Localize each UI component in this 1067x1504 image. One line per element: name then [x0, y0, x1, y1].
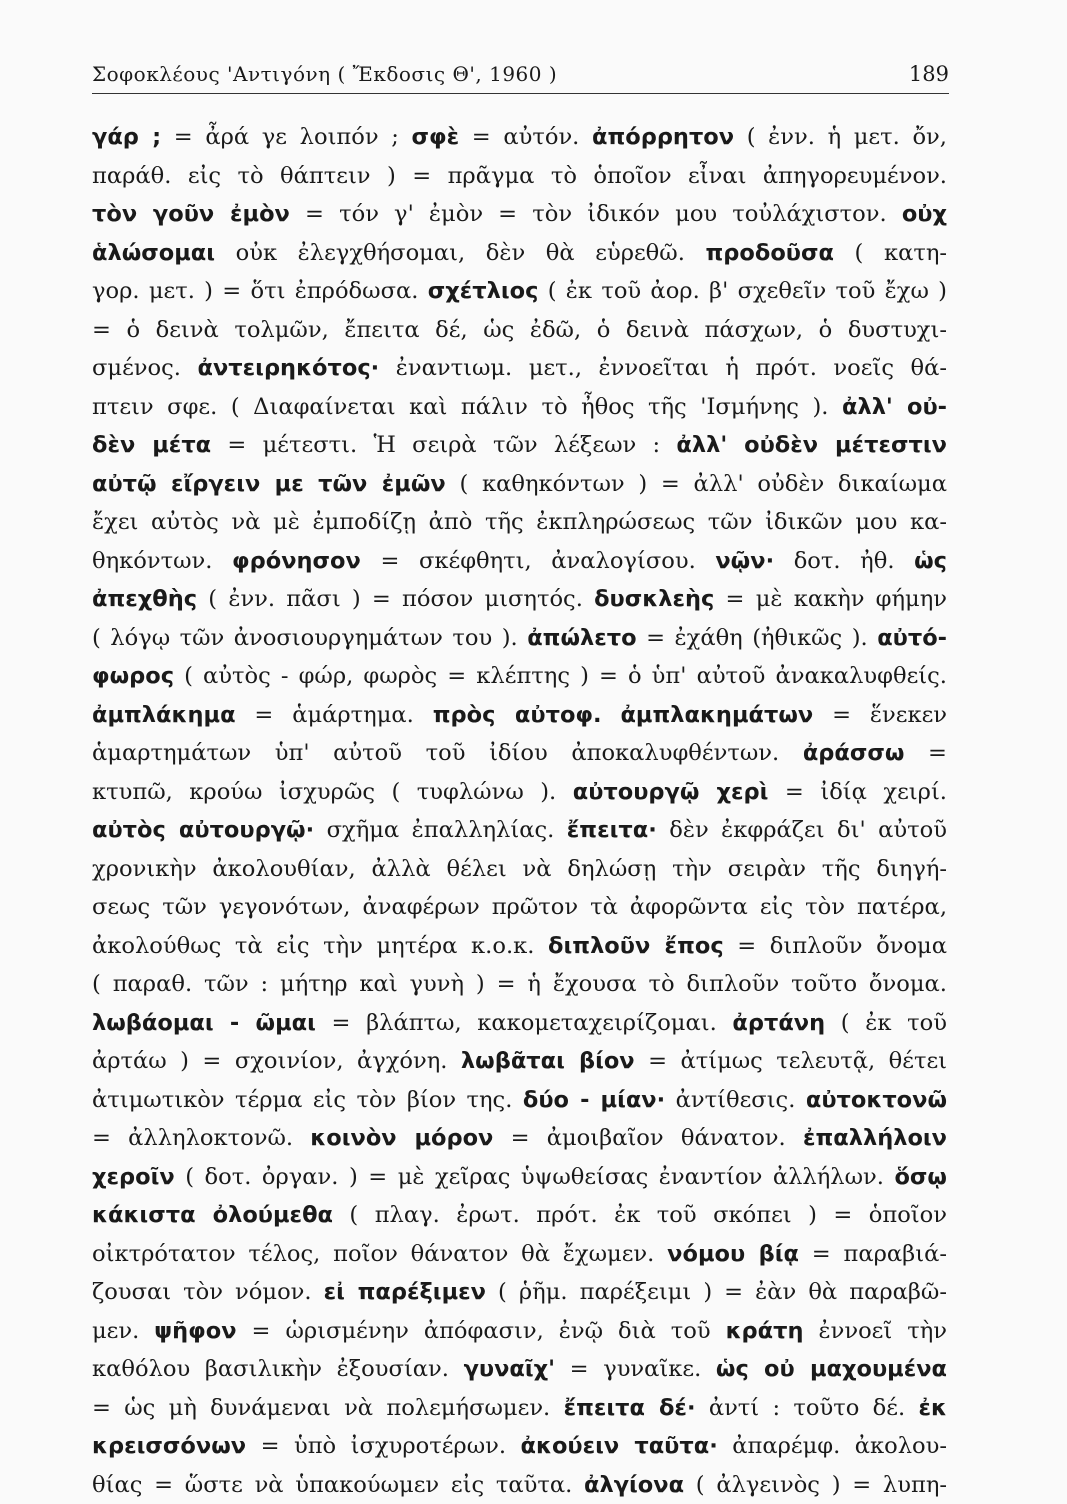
text-line: [92, 1119, 947, 1158]
gloss: = ὡρισμένην ἀπόφασιν, ἐνῷ διὰ τοῦ: [237, 1318, 726, 1344]
text-line: [92, 349, 947, 388]
text-line: [92, 542, 947, 581]
gloss: θηκόντων.: [92, 548, 232, 574]
gloss: ἔχει αὐτὸς νὰ μὲ ἐμποδίζῃ ἀπὸ τῆς ἐκπληρώσεως τῶν ἰδικῶν μου κα-: [92, 509, 947, 535]
text-line: [92, 850, 947, 889]
gloss: = ἰδίᾳ χειρί.: [768, 779, 947, 805]
text-line: [92, 580, 947, 619]
lemma: ὅσῳ: [894, 1164, 947, 1190]
lemma: ἀκούειν ταῦτα·: [521, 1433, 718, 1459]
text-line: [92, 1273, 947, 1312]
gloss: ἀτιμωτικὸν τέρμα εἰς τὸν βίον της.: [92, 1087, 523, 1113]
text-line: [92, 388, 947, 427]
gloss: πτειν σφε. ( Διαφαίνεται καὶ πάλιν τὸ ἦθος τῆς 'Ισμήνης ).: [92, 394, 842, 420]
text-line: [92, 272, 947, 311]
gloss: ( παραθ. τῶν : μήτηρ καὶ γυνὴ ) = ἡ ἔχουσα τὸ διπλοῦν τοῦτο ὄνομα.: [92, 971, 947, 997]
lemma: ἐπαλλήλοιν: [803, 1125, 947, 1151]
lemma: λωβᾶται βίον: [461, 1048, 635, 1074]
text-line: [92, 195, 947, 234]
gloss: = μὲ κακὴν φήμην: [714, 586, 947, 612]
gloss: ἀντί : τοῦτο δέ.: [696, 1395, 919, 1421]
text-line: [92, 157, 947, 196]
page-number: 189: [909, 62, 949, 86]
lemma: τὸν γοῦν ἐμὸν: [92, 201, 290, 227]
lemma: λωβάομαι - ῶμαι: [92, 1010, 316, 1036]
lemma: πρὸς αὐτοφ.: [433, 702, 602, 728]
text-line: [92, 657, 947, 696]
gloss: δὲν ἐκφράζει δι' αὐτοῦ: [657, 817, 947, 843]
text-line: [92, 1466, 947, 1504]
lemma: κράτη: [726, 1318, 804, 1344]
lemma: αὐτῷ εἴργειν με τῶν ἐμῶν: [92, 471, 446, 497]
lemma: ἔπειτα·: [567, 817, 657, 843]
gloss: ( ἀλγεινὸς ) = λυπη-: [684, 1472, 947, 1498]
text-line: [92, 1427, 947, 1466]
lemma: αὐτουργῷ χερὶ: [573, 779, 769, 805]
gloss: = διπλοῦν ὄνομα: [724, 933, 947, 959]
gloss: ( ἐνν. πᾶσι ) = πόσον μισητός.: [197, 586, 594, 612]
lemma: ἀπεχθὴς: [92, 586, 197, 612]
text-line: [92, 234, 947, 273]
lemma: γυναῖχ': [464, 1356, 555, 1382]
gloss: γορ. μετ. ) = ὅτι ἐπρόδωσα.: [92, 278, 428, 304]
lemma: κρεισσόνων: [92, 1433, 246, 1459]
gloss: σχῆμα ἐπαλληλίας.: [314, 817, 567, 843]
lemma: ὡς οὐ μαχουμένα: [716, 1356, 947, 1382]
lemma: ἀμπλάκημα: [92, 702, 236, 728]
text-line: [92, 1235, 947, 1274]
gloss: ἀκολούθως τὰ εἰς τὴν μητέρα κ.ο.κ.: [92, 933, 548, 959]
gloss: = ἀλληλοκτονῶ.: [92, 1125, 310, 1151]
gloss: = μέτεστι. Ἡ σειρὰ τῶν λέξεων :: [211, 432, 676, 458]
lemma: διπλοῦν ἔπος: [548, 933, 724, 959]
gloss: καθόλου βασιλικὴν ἐξουσίαν.: [92, 1356, 464, 1382]
lemma: φρόνησον: [232, 548, 361, 574]
lemma: χεροῖν: [92, 1164, 175, 1190]
gloss: ( καθηκόντων ) = ἀλλ' οὐδὲν δικαίωμα: [446, 471, 947, 497]
commentary-text: [92, 118, 947, 1504]
text-line: [92, 1004, 947, 1043]
text-line: [92, 734, 947, 773]
gloss: = γυναῖκε.: [555, 1356, 716, 1382]
lemma: κάκιστα ὀλούμεθα: [92, 1202, 333, 1228]
lemma: προδοῦσα: [706, 240, 834, 266]
lemma: οὐχ: [902, 201, 947, 227]
lemma: ἀρτάνη: [732, 1010, 825, 1036]
lemma: νῷν·: [715, 548, 774, 574]
gloss: ἐννοεῖ τὴν: [804, 1318, 948, 1344]
gloss: = ἀτίμως τελευτᾷ, θέτει: [635, 1048, 947, 1074]
text-line: [92, 503, 947, 542]
lemma: νόμου βίᾳ: [667, 1241, 799, 1267]
lemma: ἀράσσω: [803, 740, 905, 766]
gloss: οἰκτρότατον τέλος, ποῖον θάνατον θὰ ἔχωμεν.: [92, 1241, 667, 1267]
gloss: παράθ. εἰς τὸ θάπτειν ) = πρᾶγμα τὸ ὁποῖον εἶναι ἀπηγορευμένον.: [92, 163, 947, 189]
gloss: = ὁ δεινὰ τολμῶν, ἔπειτα δέ, ὡς ἐδῶ, ὁ δεινὰ πάσχων, ὁ δυστυχι-: [92, 317, 947, 343]
lemma: ψῆφον: [154, 1318, 236, 1344]
text-line: [92, 1312, 947, 1351]
gloss: = παραβιά-: [799, 1241, 947, 1267]
gloss: = ὡς μὴ δυνάμεναι νὰ πολεμήσωμεν.: [92, 1395, 564, 1421]
text-line: [92, 1081, 947, 1120]
lemma: εἰ παρέξιμεν: [324, 1279, 486, 1305]
lemma: ἀλλ' οὐ-: [842, 394, 947, 420]
text-line: [92, 465, 947, 504]
gloss: χρονικὴν ἀκολουθίαν, ἀλλὰ θέλει νὰ δηλώσῃ τὴν σειρὰν τῆς διηγή-: [92, 856, 947, 882]
lemma: αὐτοκτονῶ: [806, 1087, 947, 1113]
text-line: [92, 696, 947, 735]
lemma: φωρος: [92, 663, 174, 689]
text-line: [92, 1042, 947, 1081]
gloss: = ὑπὸ ἰσχυροτέρων.: [246, 1433, 520, 1459]
gloss: ( αὐτὸς - φώρ, φωρὸς = κλέπτης ) = ὁ ὑπ' αὐτοῦ ἀνακαλυφθείς.: [174, 663, 947, 689]
gloss: θίας = ὥστε νὰ ὑπακούωμεν εἰς ταῦτα.: [92, 1472, 584, 1498]
gloss: οὐκ ἐλεγχθήσομαι, δὲν θὰ εὑρεθῶ.: [215, 240, 705, 266]
page-header: [92, 44, 949, 94]
text-line: [92, 619, 947, 658]
text-line: [92, 888, 947, 927]
gloss: ( πλαγ. ἐρωτ. πρότ. ἐκ τοῦ σκόπει ) = ὁποῖον: [333, 1202, 947, 1228]
gloss: ( κατη-: [834, 240, 947, 266]
lemma: ἀλγίονα: [584, 1472, 684, 1498]
lemma: ἐκ: [918, 1395, 947, 1421]
gloss: = σκέφθητι, ἀναλογίσου.: [361, 548, 716, 574]
gloss: ( ἐκ τοῦ: [825, 1010, 947, 1036]
lemma: αὐτὸς αὐτουργῷ·: [92, 817, 314, 843]
lemma: ἁλώσομαι: [92, 240, 215, 266]
gloss: κτυπῶ, κρούω ἰσχυρῶς ( τυφλώνω ).: [92, 779, 573, 805]
gloss: = ἀμοιβαῖον θάνατον.: [493, 1125, 803, 1151]
gloss: = τόν γ' ἐμὸν = τὸν ἰδικόν μου τοὐλάχιστον.: [290, 201, 902, 227]
lemma: δύο - μίαν·: [523, 1087, 665, 1113]
gloss: ( λόγῳ τῶν ἀνοσιουργημάτων του ).: [92, 625, 527, 651]
gloss: = ἁμάρτημα.: [236, 702, 433, 728]
lemma: ἀμπλακημάτων: [620, 702, 813, 728]
lemma: δὲν μέτα: [92, 432, 211, 458]
text-line: [92, 1389, 947, 1428]
text-line: [92, 1350, 947, 1389]
lemma: σχέτλιος: [428, 278, 539, 304]
gloss: ἐναντιωμ. μετ., ἐννοεῖται ἡ πρότ. νοεῖς θά-: [379, 355, 947, 381]
text-line: [92, 1196, 947, 1235]
text-line: [92, 1158, 947, 1197]
gloss: ( ῥῆμ. παρέξειμι ) = ἐὰν θὰ παραβῶ-: [486, 1279, 947, 1305]
gloss: ἀντίθεσις.: [665, 1087, 806, 1113]
gloss: σμένος.: [92, 355, 198, 381]
gloss: ( δοτ. ὀργαν. ) = μὲ χεῖρας ὑψωθείσας ἐναντίον ἀλλήλων.: [175, 1164, 895, 1190]
text-line: [92, 773, 947, 812]
gloss: ἀπαρέμφ. ἀκολου-: [718, 1433, 947, 1459]
gloss: σεως τῶν γεγονότων, ἀναφέρων πρῶτον τὰ ἀφορῶντα εἰς τὸν πατέρα,: [92, 894, 947, 920]
lemma: ὡς: [914, 548, 947, 574]
lemma: σφὲ: [412, 124, 460, 150]
gloss: δοτ. ἠθ.: [774, 548, 914, 574]
lemma: ἀλλ' οὐδὲν μέτεστιν: [676, 432, 947, 458]
gloss: =: [904, 740, 947, 766]
text-line: [92, 426, 947, 465]
gloss: μεν.: [92, 1318, 154, 1344]
gloss: = ἆρά γε λοιπόν ;: [161, 124, 411, 150]
lemma: γάρ ;: [92, 124, 161, 150]
lemma: αὐτό-: [877, 625, 947, 651]
running-title: Σοφοκλέους 'Αντιγόνη ( Ἔκδοσις Θ', 1960 ): [92, 62, 557, 86]
text-line: [92, 811, 947, 850]
lemma: κοινὸν μόρον: [310, 1125, 493, 1151]
lemma: ἀντειρηκότος·: [198, 355, 380, 381]
lemma: ἀπόρρητον: [592, 124, 734, 150]
header-rule: [92, 93, 949, 94]
lemma: ἔπειτα δέ·: [564, 1395, 696, 1421]
lemma: ἀπώλετο: [527, 625, 636, 651]
lemma: δυσκλεὴς: [594, 586, 714, 612]
gloss: [602, 702, 621, 728]
gloss: ἀρτάω ) = σχοινίον, ἀγχόνη.: [92, 1048, 461, 1074]
gloss: = αὐτόν.: [459, 124, 592, 150]
gloss: = ἕνεκεν: [813, 702, 947, 728]
gloss: = ἐχάθη (ἠθικῶς ).: [637, 625, 878, 651]
text-line: [92, 965, 947, 1004]
gloss: ἁμαρτημάτων ὑπ' αὐτοῦ τοῦ ἰδίου ἀποκαλυφθέντων.: [92, 740, 803, 766]
gloss: ( ἐνν. ἡ μετ. ὄν,: [734, 124, 947, 150]
gloss: = βλάπτω, κακομεταχειρίζομαι.: [316, 1010, 733, 1036]
text-line: [92, 118, 947, 157]
text-line: [92, 927, 947, 966]
gloss: ζουσαι τὸν νόμον.: [92, 1279, 324, 1305]
gloss: ( ἐκ τοῦ ἀορ. β' σχεθεῖν τοῦ ἔχω ): [538, 278, 947, 304]
text-line: [92, 311, 947, 350]
